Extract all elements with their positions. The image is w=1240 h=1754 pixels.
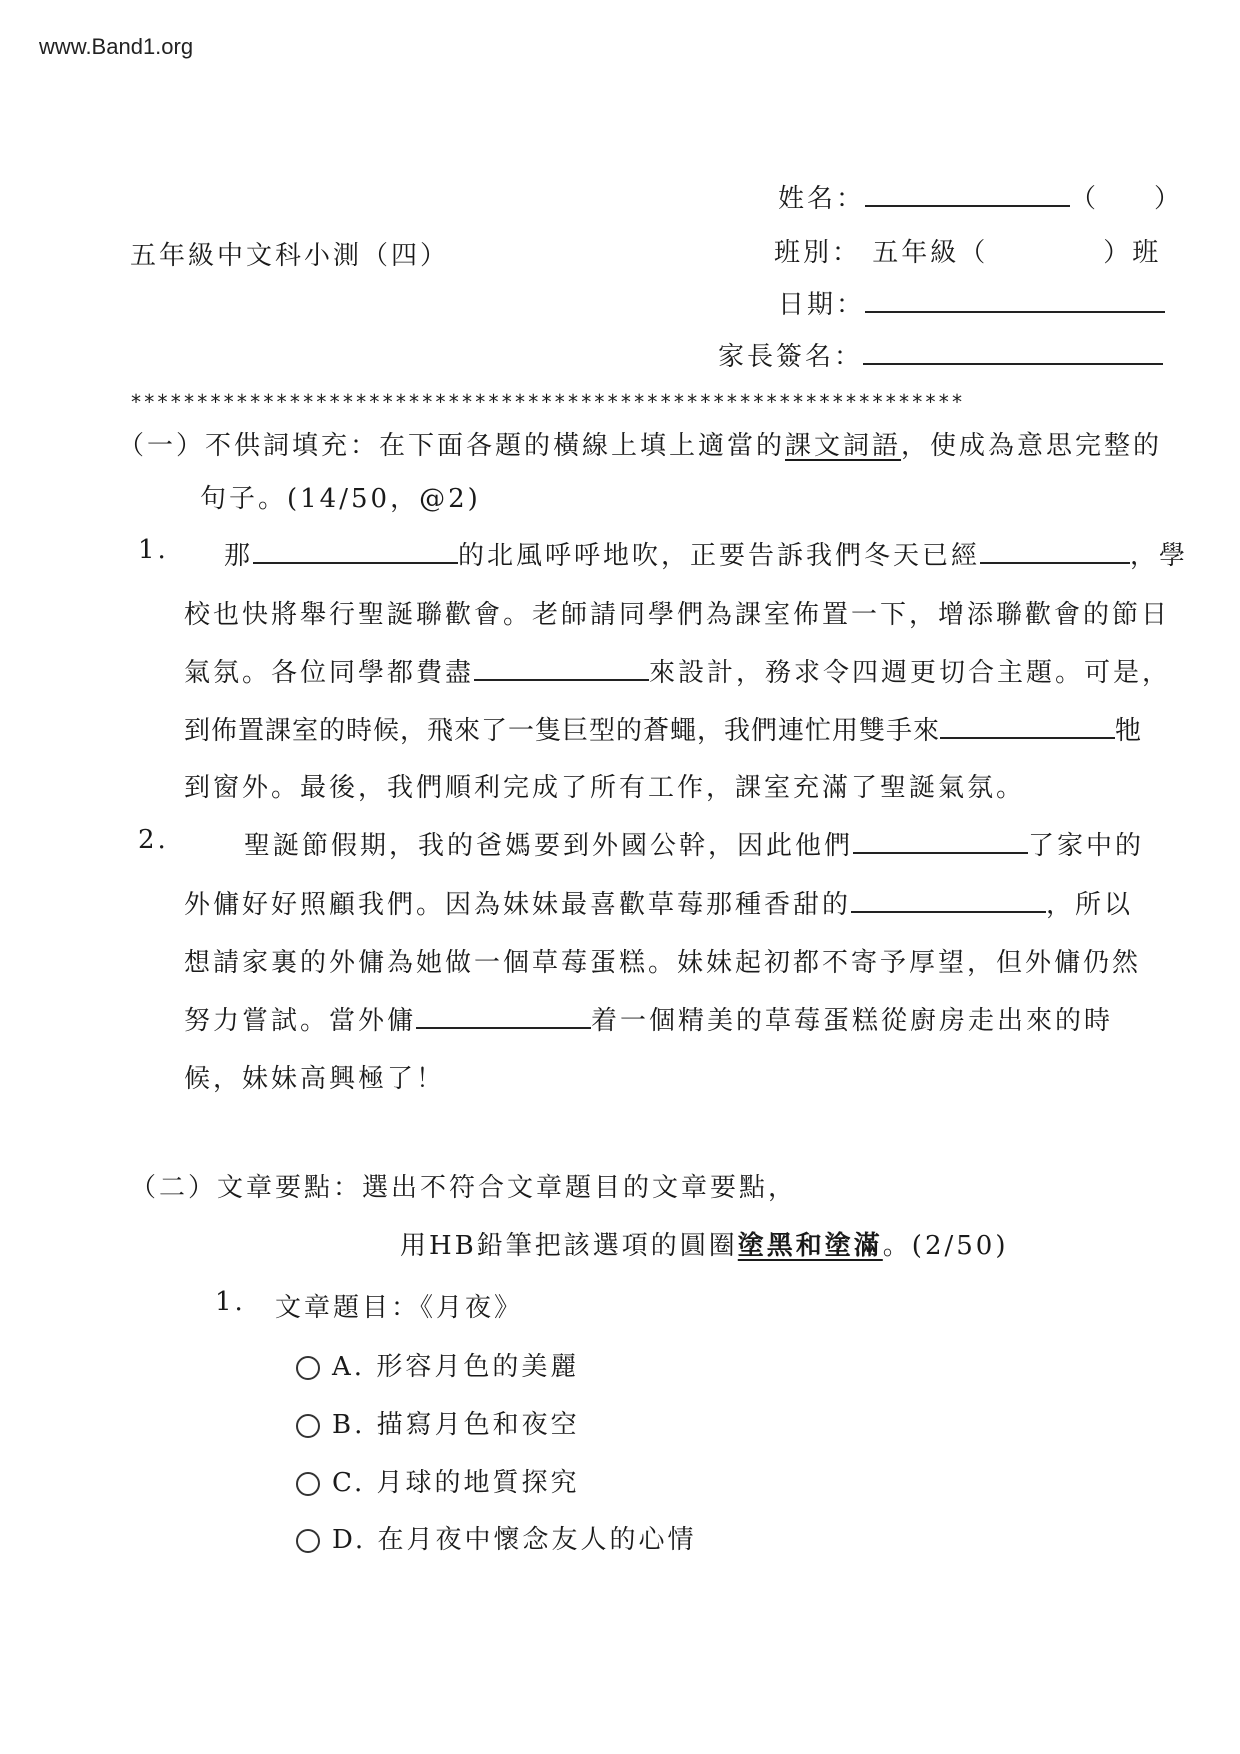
option-c[interactable] bbox=[296, 1462, 580, 1499]
q1-text: 牠 bbox=[1115, 716, 1143, 746]
q1-line5: 到窗外。最後，我們順利完成了所有工作，課室充滿了聖誕氣氛。 bbox=[184, 773, 1026, 803]
date-label: 日期： bbox=[778, 290, 866, 320]
q2-line5: 候，妹妹高興極了！ bbox=[184, 1064, 446, 1094]
q1-text: 那 bbox=[224, 541, 254, 571]
section2-heading-line2 bbox=[400, 1225, 1008, 1262]
date-field bbox=[778, 284, 1165, 321]
section1-heading bbox=[118, 425, 1162, 462]
class-field bbox=[774, 232, 1161, 269]
q2-text: 外傭好好照顧我們。因為妹妹最喜歡草莓那種香甜的 bbox=[184, 890, 852, 920]
q2-blank-1[interactable] bbox=[853, 828, 1028, 854]
parent-sign-blank[interactable] bbox=[863, 339, 1163, 365]
q1-blank-1[interactable] bbox=[253, 538, 458, 564]
q2-text: 聖誕節假期，我的爸媽要到外國公幹，因此他們 bbox=[244, 831, 854, 861]
option-letter: A. bbox=[332, 1352, 366, 1382]
q1-text: 氣氛。各位同學都費盡 bbox=[184, 658, 475, 688]
radio-circle-icon[interactable] bbox=[296, 1472, 320, 1496]
q2-text: ，所以 bbox=[1046, 890, 1134, 920]
name-label: 姓名： bbox=[778, 184, 866, 214]
section2-instruction-suffix: 。(2/50) bbox=[882, 1231, 1009, 1261]
section2-heading: （二）文章要點：選出不符合文章題目的文章要點， bbox=[130, 1173, 798, 1203]
option-a[interactable] bbox=[296, 1346, 579, 1383]
section2-instruction: 用HB鉛筆把該選項的圓圈 bbox=[400, 1231, 738, 1261]
option-letter: C. bbox=[332, 1468, 366, 1498]
section1-heading-suffix: ，使成為意思完整的 bbox=[901, 431, 1163, 461]
class-number-paren-close: ） bbox=[1154, 184, 1184, 214]
q1-text: 到佈置課室的時候，飛來了一隻巨型的蒼蠅，我們連忙用雙手來 bbox=[184, 716, 941, 746]
section1-heading-underlined: 課文詞語 bbox=[785, 431, 902, 461]
separator-line: *************************************************************** bbox=[130, 390, 965, 414]
q2-text: 努力嘗試。當外傭 bbox=[184, 1006, 417, 1036]
q2-line4 bbox=[184, 1000, 1113, 1037]
parent-signature-field bbox=[718, 336, 1163, 373]
q2-line2 bbox=[184, 884, 1133, 921]
q2-blank-3[interactable] bbox=[416, 1003, 591, 1029]
class-label: 班別： bbox=[774, 238, 862, 268]
q1-line4 bbox=[184, 710, 1142, 747]
q2-number: 2. bbox=[138, 825, 169, 855]
q1-line2: 校也快將舉行聖誕聯歡會。老師請同學們為課室佈置一下，增添聯歡會的節日 bbox=[184, 600, 1171, 630]
q2-line3: 想請家裏的外傭為她做一個草莓蛋糕。妹妹起初都不寄予厚望，但外傭仍然 bbox=[184, 948, 1142, 978]
name-blank[interactable] bbox=[865, 181, 1070, 207]
section2-instruction-emphasis: 塗黑和塗滿 bbox=[737, 1231, 883, 1261]
q1-line3 bbox=[184, 652, 1171, 689]
s2-q1-number: 1. bbox=[215, 1287, 246, 1317]
option-text: 形容月色的美麗 bbox=[376, 1352, 580, 1382]
q1-blank-2[interactable] bbox=[980, 538, 1130, 564]
q1-number: 1. bbox=[138, 535, 169, 565]
option-d[interactable] bbox=[296, 1519, 696, 1556]
option-letter: B. bbox=[332, 1410, 366, 1440]
q1-text: 的北風呼呼地吹，正要告訴我們冬天已經 bbox=[458, 541, 981, 571]
option-text: 在月夜中懷念友人的心情 bbox=[377, 1525, 697, 1555]
q1-text: 來設計，務求令四週更切合主題。可是， bbox=[649, 658, 1172, 688]
q2-blank-2[interactable] bbox=[851, 887, 1046, 913]
q1-line1 bbox=[224, 535, 1188, 572]
q2-text: 了家中的 bbox=[1028, 831, 1145, 861]
watermark-url: www.Band1.org bbox=[39, 34, 194, 59]
section1-heading-text: （一）不供詞填充：在下面各題的橫線上填上適當的 bbox=[118, 431, 786, 461]
radio-circle-icon[interactable] bbox=[296, 1356, 320, 1380]
date-blank[interactable] bbox=[865, 287, 1165, 313]
radio-circle-icon[interactable] bbox=[296, 1529, 320, 1553]
worksheet-title: 五年級中文科小測（四） bbox=[130, 241, 450, 271]
q2-text: 着一個精美的草莓蛋糕從廚房走出來的時 bbox=[591, 1006, 1114, 1036]
option-text: 描寫月色和夜空 bbox=[376, 1410, 580, 1440]
parent-sign-label: 家長簽名： bbox=[718, 342, 864, 372]
s2-q1-title: 文章題目：《月夜》 bbox=[275, 1293, 524, 1323]
class-number-paren-open: （ bbox=[1070, 184, 1100, 214]
option-letter: D. bbox=[332, 1525, 367, 1555]
class-suffix: ）班 bbox=[1103, 238, 1162, 268]
q1-blank-4[interactable] bbox=[940, 713, 1115, 739]
name-field bbox=[778, 178, 1183, 215]
radio-circle-icon[interactable] bbox=[296, 1414, 320, 1438]
q2-line1 bbox=[244, 825, 1144, 862]
q1-blank-3[interactable] bbox=[474, 655, 649, 681]
option-text: 月球的地質探究 bbox=[376, 1468, 580, 1498]
q1-text: ，學 bbox=[1130, 541, 1189, 571]
section1-heading-line2: 句子。(14/50，@2) bbox=[200, 484, 481, 514]
class-grade: 五年級（ bbox=[872, 238, 989, 268]
option-b[interactable] bbox=[296, 1404, 580, 1441]
